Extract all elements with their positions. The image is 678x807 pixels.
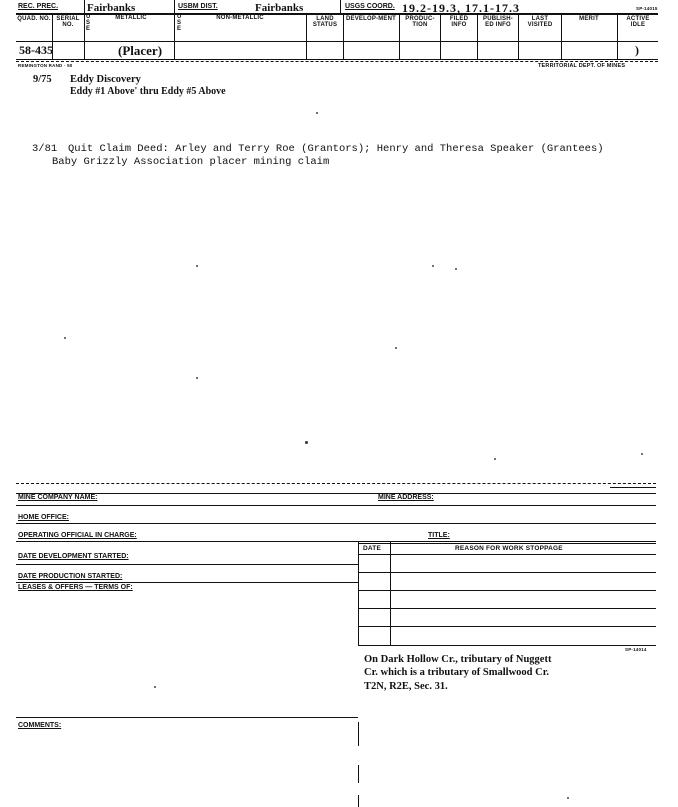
- entry-date: 3/81: [32, 143, 58, 155]
- location-note-line-1: On Dark Hollow Cr., tributary of Nuggett: [364, 654, 552, 665]
- use-code-metallic: U S E: [86, 14, 91, 32]
- quad-no-label: QUAD. NO.: [17, 16, 51, 22]
- metallic-value: (Placer): [118, 43, 163, 58]
- active-idle-label: ACTIVE IDLE: [626, 16, 650, 28]
- usgs-coord-value: 19.2-19.3, 17.1-17.3: [402, 1, 520, 15]
- quad-serial-value: 58-435: [19, 43, 53, 57]
- published-info-label: PUBLISH-ED INFO: [483, 16, 513, 28]
- leases-label: LEASES & OFFERS — TERMS OF:: [18, 584, 133, 591]
- serial-no-label: SERIAL NO.: [56, 16, 80, 28]
- active-idle-value: ): [635, 43, 639, 57]
- form-number-2: SP-14014: [625, 647, 647, 652]
- location-note-line-2: Cr. which is a tributary of Smallwood Cr.: [364, 667, 550, 678]
- development-started-label: DATE DEVELOPMENT STARTED:: [18, 553, 129, 560]
- use-code-nonmetallic: U S E: [177, 14, 182, 32]
- reason-column-header: REASON FOR WORK STOPPAGE: [455, 545, 563, 552]
- date-column-header: DATE: [363, 545, 382, 552]
- metallic-label: METALLIC: [115, 15, 147, 21]
- entry-line-1: Quit Claim Deed: Arley and Terry Roe (Grantors); Henry and Theresa Speaker (Grantees): [68, 143, 604, 155]
- usgs-coord-label: USGS COORD.: [345, 3, 395, 10]
- last-visited-label: LAST VISITED: [527, 16, 553, 28]
- merit-label: MERIT: [579, 16, 599, 22]
- title-label: TITLE:: [428, 532, 450, 539]
- rec-prec-value: Fairbanks: [87, 2, 136, 14]
- home-office-label: HOME OFFICE:: [18, 514, 69, 521]
- production-started-label: DATE PRODUCTION STARTED:: [18, 573, 123, 580]
- development-label: DEVELOP-MENT: [345, 16, 397, 22]
- entry-line-2: Baby Grizzly Association placer mining claim: [52, 156, 330, 168]
- rec-prec-label: REC. PREC.: [18, 3, 59, 10]
- form-number: SP-14015: [636, 6, 658, 11]
- entry-date: 9/75: [33, 74, 52, 85]
- remington-label: REMINGTON RAND · 50: [18, 63, 73, 68]
- mine-address-label: MINE ADDRESS:: [378, 494, 434, 501]
- production-label: PRODUC-TION: [405, 16, 435, 28]
- non-metallic-label: NON-METALLIC: [216, 15, 264, 21]
- comments-label: COMMENTS:: [18, 722, 62, 729]
- location-note-line-3: T2N, R2E, Sec. 31.: [364, 681, 448, 692]
- usbm-dist-value: Fairbanks: [255, 2, 304, 14]
- entry-line-2: Eddy #1 Above' thru Eddy #5 Above: [70, 86, 226, 97]
- territorial-label: TERRITORIAL DEPT. OF MINES: [538, 63, 626, 69]
- filed-info-label: FILED INFO: [449, 16, 469, 28]
- entry-line-1: Eddy Discovery: [70, 74, 141, 85]
- land-status-label: LAND STATUS: [312, 16, 338, 28]
- operating-official-label: OPERATING OFFICIAL IN CHARGE:: [18, 532, 137, 539]
- usbm-dist-label: USBM DIST.: [178, 3, 218, 10]
- mine-company-label: MINE COMPANY NAME:: [18, 494, 98, 501]
